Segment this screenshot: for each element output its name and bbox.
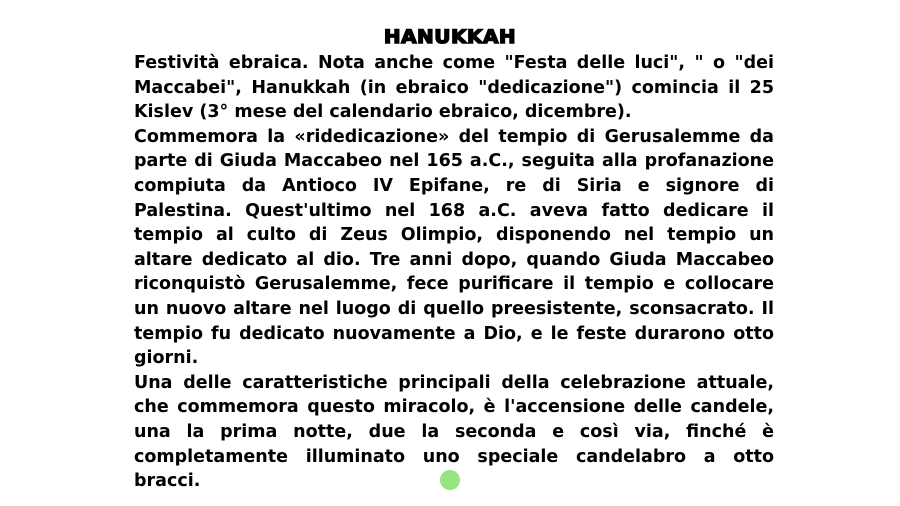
- slide-body: [134, 51, 774, 494]
- mouse-pointer-highlight: [440, 470, 460, 490]
- paragraph-intro: Festività ebraica. Nota anche come "Festa delle luci", " o "dei Maccabei", Hanukkah (in ebraico "dedicazione") comincia il 25 Kislev (3° mese del calendario ebraico, dicembre).: [134, 53, 774, 123]
- slide-title: HANUKKAH: [383, 26, 517, 48]
- paragraph-history: Commemora la «ridedicazione» del tempio di Gerusalemme da parte di Giuda Maccabeo nel 165 a.C., seguita alla profanazione compiuta da Antioco IV Epifane, re di Siria e signore di Palestina. Quest'ultimo nel 168 a.C. aveva fatto dedicare il tempio al culto di Zeus Olimpio, disponendo nel tempio un altare dedicato al dio. Tre anni dopo, quando Giuda Maccabeo riconquistò Gerusalemme, fece purificare il tempio e collocare un nuovo altare nel luogo di quello preesistente, sconsacrato. Il tempio fu dedicato nuovamente a Dio, e le feste durarono otto giorni.: [134, 126, 774, 369]
- paragraph-celebration: Una delle caratteristiche principali della celebrazione attuale, che commemora questo miracolo, è l'accensione delle candele, una la prima notte, due la seconda e così via, finché è completamente illuminato uno speciale candelabro a otto bracci.: [134, 372, 774, 492]
